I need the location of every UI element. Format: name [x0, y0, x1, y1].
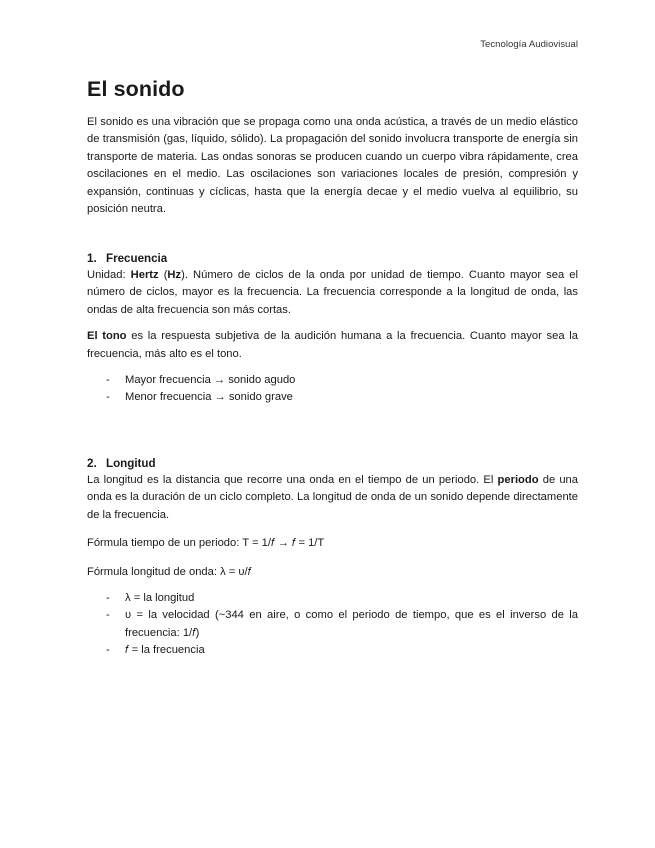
length-text-rest: de una onda es la duración de un ciclo completo. La longitud de onda de un sonido depende directamente de la frecuencia.	[87, 474, 578, 521]
period-term: periodo	[497, 474, 539, 486]
list-item	[87, 389, 578, 406]
page-title: El sonido	[87, 77, 185, 101]
unit-name: Hertz	[130, 269, 159, 281]
list-item	[87, 642, 578, 659]
variables-list	[87, 590, 578, 660]
section-title: Longitud	[106, 457, 156, 470]
length-text-start: La longitud es la distancia que recorre una onda en el tiempo de un periodo. El	[87, 474, 498, 486]
section-longitud	[87, 455, 578, 660]
section-heading-longitud	[87, 455, 578, 472]
list-item	[87, 372, 578, 389]
list-item-text: Menor frecuencia → sonido grave	[125, 391, 293, 404]
intro-paragraph: El sonido es una vibración que se propaga como una onda acústica, a través de un medio elástico de transmisión (gas, líquido, sólido). La propagación del sonido involucra transporte de energía sin transporte de materia. Las ondas sonoras se producen cuando un cuerpo vibra rápidamente, crea oscilaciones en el medio. Las oscilaciones son variaciones locales de presión, compresión y expansión, continuas y cíclicas, hasta que la energía decae y el medio vuelva al equilibrio, su posición neutra.	[87, 116, 578, 216]
tone-term: El tono	[87, 330, 127, 343]
running-header: Tecnología Audiovisual	[480, 39, 578, 50]
list-item	[87, 607, 578, 642]
formula-period: Fórmula tiempo de un periodo: T = 1/𝑓 → 𝑓 = 1/T	[87, 537, 325, 550]
list-item-text: Mayor frecuencia → sonido agudo	[125, 374, 296, 387]
unit-paragraph	[87, 267, 578, 319]
dash-bullet: -	[106, 609, 110, 622]
unit-open: (	[158, 269, 168, 281]
unit-description: ). Número de ciclos de la onda por unidad de tiempo. Cuanto mayor sea el número de ciclos, mayor es la frecuencia. La frecuencia corresponde a la longitud de onda, las ondas de alta frecuencia son más cortas.	[87, 269, 578, 316]
list-item-text: υ = la velocidad (~344 en aire, o como el periodo de tiempo, que es el inverso de la frecuencia: 1/𝑓)	[125, 609, 578, 639]
frequency-list	[87, 372, 578, 407]
unit-abbr: Hz	[167, 269, 182, 281]
section-frecuencia	[87, 250, 578, 407]
dash-bullet: -	[106, 644, 110, 657]
dash-bullet: -	[106, 374, 110, 387]
section-number: 1.	[87, 252, 97, 265]
unit-label: Unidad:	[87, 269, 131, 281]
section-number: 2.	[87, 457, 97, 470]
list-item-text: λ = la longitud	[125, 592, 195, 605]
tone-paragraph	[87, 328, 578, 363]
document-page	[87, 0, 578, 848]
length-paragraph	[87, 472, 578, 524]
dash-bullet: -	[106, 592, 110, 605]
list-item-text: 𝑓 = la frecuencia	[125, 644, 205, 657]
tone-description: es la respuesta subjetiva de la audición humana a la frecuencia. Cuanto mayor sea la frecuencia, más alto es el tono.	[87, 330, 579, 360]
section-title: Frecuencia	[106, 252, 168, 265]
dash-bullet: -	[106, 391, 110, 404]
section-heading-frecuencia	[87, 250, 578, 267]
formula-wavelength: Fórmula longitud de onda: λ = υ/𝑓	[87, 565, 252, 578]
list-item	[87, 590, 578, 607]
